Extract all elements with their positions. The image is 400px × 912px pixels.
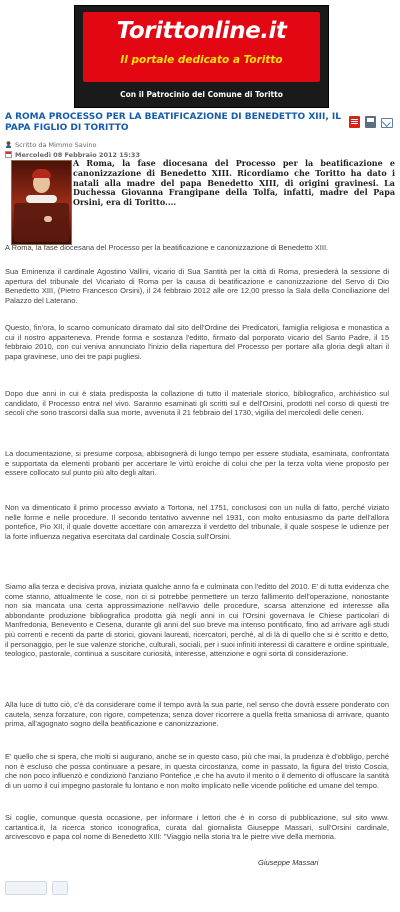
site-logo: [83, 18, 320, 44]
prev-article-button[interactable]: [5, 881, 47, 895]
article-tools: [349, 116, 397, 128]
site-tagline: Il portale dedicato a Toritto: [120, 54, 283, 66]
site-banner[interactable]: [74, 5, 329, 108]
email-icon[interactable]: [381, 118, 393, 128]
article-paragraph: Questo, fin'ora, lo scarno comunicato diramato dal sito dell'Ordine dei Predicatori, famiglia religiosa e monastica a cui il nostro apparteneva. Prende forma e sostanza l'editto, firmato dal porporato vicario del Santo Padre, il 15 febbraio 2010, con cui veniva annunciato l'inizio della riapertura del Processo per portare alla gloria degli altari il papa gravinese, uno dei tre papi pugliesi.: [5, 323, 389, 361]
article-paragraph: Alla luce di tutto ciò, c'è da considerare come il tempo avrà la sua parte, nel senso che dovrà essere ponderato con cautela, senza forzature, con rigore, competenza; senza dover ricorrere a quella fretta smaniosa di arrivare, quanto prima, all'agognato sogno della beatificazione e canonizzazione.: [5, 700, 389, 729]
person-icon: [5, 141, 12, 148]
patronage-note: Con il Patrocinio del Comune di Toritto: [120, 90, 283, 99]
print-icon[interactable]: [365, 116, 376, 128]
brand-main: Torittonline: [116, 18, 261, 44]
article-paragraph: Dopo due anni in cui è stata predisposta la collazione di tutto il materiale storico, bibliografico, archivistico sul candidato, il Processo entra nel vivo. Saranno esaminati gli scritti sul e dell'Orsini, prodotti nel corso di questi tre secoli che sono trascorsi dalla sua morte, avvenuta il 21 febbraio del 1730, vigilia del mercoledì delle ceneri.: [5, 389, 389, 418]
next-article-button[interactable]: [52, 881, 68, 895]
article-author: [5, 141, 96, 150]
article-paragraph: La documentazione, si presume corposa, abbisognerà di lungo tempo per essere studiata, esaminata, confrontata e supportata da elementi probanti per accertare le virtù eroiche di colui che per la terza volta viene proposto per essere collocato sul punto più alto degli altari.: [5, 449, 389, 478]
article-paragraph: Non va dimenticato il primo processo avviato a Tortona, nel 1751, conclusosi con un nulla di fatto, perché viziato nelle forme e nelle procedure. Il secondo tentativo avvenne nel 1931, con molto entusiasmo da parte dell'allora pontefice, Pio XII, il quale dovette accettare con amarezza il verdetto del tribunale, il quale sospese le udienze per la forte influenza negativa esercitata dal cardinale Coscia sull'Orsini.: [5, 503, 389, 541]
article-paragraph: E' quello che si spera, che molti si augurano, anche se in questo caso, più che mai, la prudenza è d'obbligo, perché non è escluso che possa continuare a pesare, in questa circostanza, come in passato, la figura del tristo Coscia, che non poco influenzò e condizionò l'anziano Pontefice ,e che ha avuto il merito o il demerito di offuscare la santità di un uomo il cui impegno pastorale fu lontano e non molto implicato nelle vicende politiche ed umane del tempo.: [5, 752, 389, 790]
article-paragraph: Si coglie, comunque questa occasione, per informare i lettori che è in corso di pubblicazione, sul sito www. cartantica.it, la ricerca storico iconografica, curata dal giornalista Giuseppe Massari, sull'Orsini cardinale, arcivescovo e papa col nome di Benedetto XIII: "Viaggio nella storia tra le pietre vive della memoria.: [5, 813, 389, 842]
article-paragraph: A Roma, la fase diocesana del Processo per la beatificazione e canonizzazione di Benedetto XIII.: [5, 243, 329, 252]
article-title[interactable]: A ROMA PROCESSO PER LA BEATIFICAZIONE DI BENEDETTO XIII, IL PAPA FIGLIO DI TORITTO: [5, 112, 341, 133]
date-text: Mercoledì 08 Febbraio 2012 15:33: [15, 151, 140, 159]
brand-ext: .it: [260, 18, 287, 44]
pope-portrait-image: [11, 160, 72, 245]
pdf-icon[interactable]: [349, 116, 360, 128]
calendar-icon: [5, 151, 12, 158]
article-signature: Giuseppe Massari: [258, 858, 319, 867]
article-lead: A Roma, la fase diocesana del Processo per la beatificazione e canonizzazione di Benedetto XIII. Ricordiamo che Toritto ha dato i natali alla madre del papa Benedetto XIII, di origini gravinesi. La Duchessa Giovanna Frangipane della Tolfa, infatti, madre del Papa Orsini, era di Toritto....: [73, 158, 395, 208]
article-paragraph: Sua Eminenza il cardinale Agostino Vallini, vicario di Sua Santità per la città di Roma, presiederà la sessione di apertura del tribunale del Vicariato di Roma per la causa di beatificazione e canonizzazione del Servo di Dio Benedetto XIII, (Pietro Francesco Orsini), il 24 febbraio 2012 alle ore 12,00 presso la Sala della Conciliazione del Palazzo del Laterano.: [5, 267, 389, 305]
banner-logo-area: [83, 12, 320, 82]
article-paragraph: Siamo alla terza e decisiva prova, iniziata qualche anno fa e culminata con l'editto del 2010. E' di tutta evidenza che come stanno, attualmente le cose, non ci si potrebbe permettere un terzo fallimento dell'operazione, nonostante non sia mancata una certa approssimazione nell'avvio delle procedure, scarsa attenzione ed interesse alla abbondante produzione bibliografica prodotta già negli anni in cui l'Orsini governava le Chiese particolari di Manfredonia, Benevento e Cesena, durante gli anni del suo breve ma intenso pontificato, fino ad arrivare agli studi più correnti e recenti da parte di storici, giovani laureati, ricercatori, perché, al di là di quello che si è scritto e detto, il personaggio, per le sue valenze storiche, culturali, sociali, per i suoi infiniti interessi di carattere e ordine spirituale, teologico, pastorale, continua a suscitare curiosità, interesse, attenzione e ogni sorta di considerazione.: [5, 582, 389, 659]
author-text: Scritto da Mimmo Savino: [15, 141, 97, 149]
